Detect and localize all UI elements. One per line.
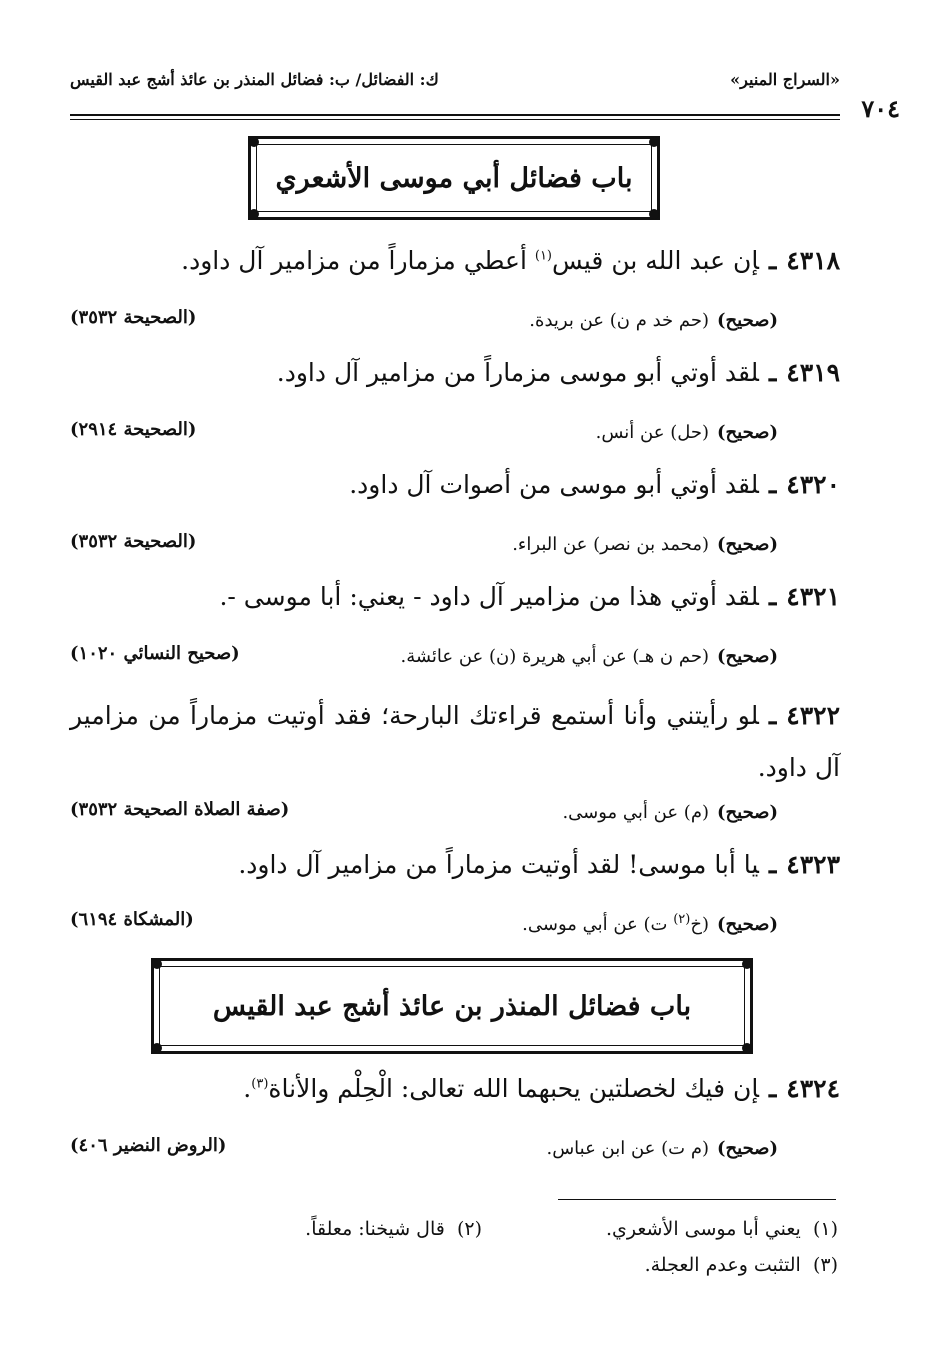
footnote: (٣) التثبت وعدم العجلة. — [644, 1254, 838, 1276]
page-number: ٧٠٤ — [861, 94, 900, 123]
hadith-number: ٤٣٢٢ — [786, 701, 840, 730]
header-rule-thin — [70, 119, 840, 120]
hadith-number: ٤٣١٨ — [786, 246, 840, 275]
hadith-reference: (الصحيحة ٣٥٣٢) — [70, 307, 197, 328]
footnote: (٢) قال شيخنا: معلقاً. — [305, 1218, 482, 1240]
footnote-mark: (١) — [534, 248, 552, 264]
hadith-source: (صحيح)(م ت) عن ابن عباس. — [546, 1138, 778, 1159]
hadith-reference: (المشكاة ٦١٩٤) — [70, 909, 194, 930]
section-title: باب فضائل المنذر بن عائذ أشج عبد القيس — [212, 990, 692, 1022]
section-title: باب فضائل أبي موسى الأشعري — [275, 162, 633, 194]
hadith-number: ٤٣٢٤ — [786, 1074, 840, 1103]
footnote-mark: (٢) — [673, 912, 691, 927]
hadith-reference: (الصحيحة ٣٥٣٢) — [70, 531, 197, 552]
hadith-text: ٤٣٢١ـلقد أوتي هذا من مزامير آل داود - يعني: أبا موسى -. — [219, 582, 840, 611]
hadith-text: ٤٣١٩ـلقد أوتي أبو موسى مزماراً من مزامير آل داود. — [276, 358, 840, 387]
hadith-reference: (الصحيحة ٢٩١٤) — [70, 419, 197, 440]
chapter-heading: ك: الفضائل/ ب: فضائل المنذر بن عائذ أشج عبد القيس — [70, 70, 439, 89]
hadith-reference: (صحيح النسائي ١٠٢٠) — [70, 643, 240, 664]
hadith-source: (صحيح)(حل) عن أنس. — [595, 422, 778, 443]
header-rule — [70, 114, 840, 116]
hadith-number: ٤٣٢٠ — [786, 470, 840, 499]
hadith-text: ٤٣٢٤ـإن فيك لخصلتين يحبهما الله تعالى: الْحِلْم والأناة$^{(٣)}$. — [243, 1074, 840, 1103]
hadith-number: ٤٣٢٣ — [786, 850, 840, 879]
hadith-source: (صحيح)(محمد بن نصر) عن البراء. — [512, 534, 778, 555]
hadith-text: ٤٣٢٢ـلو رأيتني وأنا أستمع قراءتك البارحة؛ فقد أوتيت مزماراً من مزامير آل داود. — [70, 701, 840, 782]
footnote-mark: (٣) — [251, 1076, 269, 1092]
hadith-number: ٤٣١٩ — [786, 358, 840, 387]
hadith-source: (صحيح)(م) عن أبي موسى. — [562, 802, 778, 823]
hadith-text: ٤٣٢٣ـيا أبا موسى! لقد أوتيت مزماراً من مزامير آل داود. — [238, 850, 840, 879]
footnote: (١) يعني أبا موسى الأشعري. — [606, 1218, 838, 1240]
section-title-box — [248, 136, 660, 220]
section-title-box — [151, 958, 753, 1054]
book-title: «السراج المنير» — [730, 70, 840, 89]
hadith-reference: (صفة الصلاة الصحيحة ٣٥٣٢) — [70, 799, 290, 820]
footnote-rule — [558, 1199, 836, 1200]
hadith-text: ٤٣٢٠ـلقد أوتي أبو موسى من أصوات آل داود. — [349, 470, 840, 499]
hadith-source: (صحيح)(حم خد م ن) عن بريدة. — [529, 310, 778, 331]
hadith-source: (صحيح)(خ$^{(٢)}$ ت) عن أبي موسى. — [522, 912, 778, 935]
hadith-number: ٤٣٢١ — [786, 582, 840, 611]
hadith-text: ٤٣١٨ـإن عبد الله بن قيس$^{(١)}$ أعطي مزماراً من مزامير آل داود. — [181, 246, 840, 275]
hadith-reference: (الروض النضير ٤٠٦) — [70, 1135, 227, 1156]
hadith-source: (صحيح)(حم ن هـ) عن أبي هريرة (ن) عن عائشة. — [400, 646, 778, 667]
